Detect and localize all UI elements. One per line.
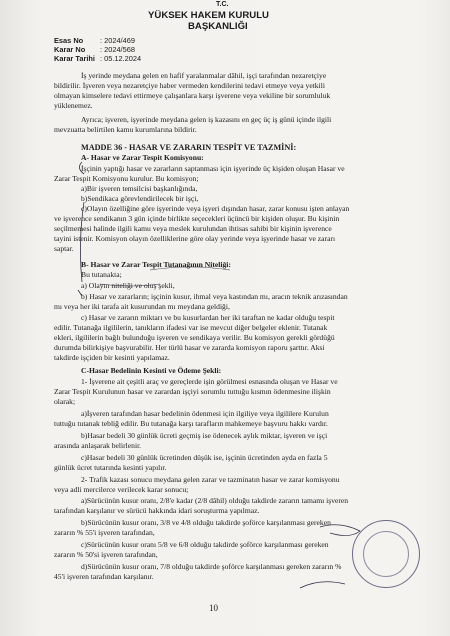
text-line: seçilmemesi halinde ilgili kamu veya meslek kurulundan ihtisas sahibi bir kişinin işverence — [54, 224, 332, 233]
text-line: günlük ücret tutarında kesinti yapılır. — [54, 463, 167, 472]
text-line: zararın % 55'i işveren tarafından, — [54, 528, 155, 537]
page-number: 10 — [209, 603, 218, 613]
text-line: a)Sürücünün kusur oranı, 2/8'e kadar (2/8 dâhil) olduğu takdirde zararın tamamı işveren — [81, 496, 349, 505]
header-title-line-2: BAŞKANLIĞI — [188, 21, 248, 32]
text-line: durumda bilirkişiye başvurabilir. Her türlü hasar ve zararda komisyon raporu şarttır. Aksi — [54, 343, 325, 352]
text-line: İşçinin yaptığı hasar ve zararların saptanması için işyerinde üç kişiden oluşan Hasar ve — [81, 164, 345, 173]
text-line: zararın % 50'si işveren tarafından, — [54, 550, 158, 559]
text-line: Bu tutanakta; — [81, 270, 122, 279]
text-line: b)Hasar bedeli 30 günlük ücreti geçmiş ise ödenecek aylık miktar, işveren ve işçi — [81, 431, 328, 440]
text-line: takdirde işçiden bir kesinti yapılamaz. — [54, 353, 170, 362]
header-title-line-1: YÜKSEK HAKEM KURULU — [148, 10, 269, 21]
text-line: veya adli mercilerce verilecek karar sonucu; — [54, 485, 189, 494]
meta-label: Esas No — [54, 36, 84, 45]
text-line: Zarar Tespit Komisyonu kurulur. Bu komisyon; — [54, 174, 199, 183]
text-line: ve işverence sendikanın 3 gün içinde birlikte seçecekleri üçüncü bir kişiden oluşur. Bu kişinin — [54, 214, 340, 223]
meta-value: : 05.12.2024 — [100, 54, 142, 63]
text-line: c) Hasar ve zararın miktarı ve bu kusurlardan her iki taraftan ne kadar olduğu tespit — [81, 313, 335, 322]
text-line: c)Olayın özelliğine göre işyerinde veya işyeri dışından hasar, zarar konusu işten anlayan — [81, 204, 350, 213]
text-line: tarafından karşılanır ve sürücü hakkında idari soruşturma yapılmaz. — [54, 506, 260, 515]
section-heading-c: C-Hasar Bedelinin Kesinti ve Ödeme Şekli: — [81, 366, 222, 375]
text-line: mı veya her iki tarafa ait kusurundan mı meydana geldiği, — [54, 302, 230, 311]
header-top-fragment: T.C. — [216, 1, 229, 8]
text-line: b)Sürücünün kusur oranı, 3/8 ve 4/8 olduğu takdirde şoförce karşılanması gereken — [81, 518, 331, 527]
text-line: a)İşveren tarafından hasar bedelinin ödenmesi için ilgiliye veya ilgililere Kurulun — [81, 409, 329, 418]
text-line: tayini istenir. Komisyon olayın özelliklerine göre olay yerinde veya işyerinde hasar ve zararı — [54, 234, 336, 243]
text-line: 1- İşverene ait çeşitli araç ve gereçlerde işin görülmesi esnasında oluşan ve Hasar ve — [81, 377, 338, 386]
text-line: mevzuatta belirtilen kamu kurumlarına bildirir. — [54, 125, 197, 134]
text-line: b) Hasar ve zararların; işçinin kusur, ihmal veya kastından mı, aracın teknik arızasından — [81, 292, 348, 301]
section-heading-a: A- Hasar ve Zarar Tespit Komisyonu: — [81, 153, 204, 162]
text-line: d)Sürücünün kusur oranı, 7/8 olduğu takdirde şoförce karşılanması gereken zararın % — [81, 562, 342, 571]
text-line: edilir. Tutanağa ilgililerin, tanıkların ifadesi var ise mevcut diğer belgeler eklenir. Tutanak — [54, 323, 328, 332]
article-heading: MADDE 36 - HASAR VE ZARARIN TESPİT VE TAZMİNİ: — [81, 143, 297, 152]
text-line: b)Sendikaca görevlendirilecek bir işçi, — [81, 194, 199, 203]
meta-value: : 2024/469 — [100, 36, 135, 45]
text-line: yüklenemez. — [54, 101, 93, 110]
text-line: 45'i işveren tarafından karşılanır. — [54, 572, 154, 581]
text-line: 2- Trafik kazası sonucu meydana gelen zarar ve tazminatın hasar ve zarar komisyonu — [81, 475, 340, 484]
text-line: c)Sürücünün kusur oranı 5/8 ve 6/8 olduğu takdirde şoförce karşılanması gereken — [81, 540, 329, 549]
text-line: bildirilir. İşveren veya nezaretçiye haber vermeden kendilerini tedavi etmeye veya yetkili — [54, 81, 325, 90]
text-line: olarak; — [54, 397, 76, 406]
text-line: tuttuğu tutanak tebliğ edilir. Bu tutanağa karşı tarafların mahkemeye başvuru hakkı vardır. — [54, 419, 328, 428]
text-line: c)Hasar bedeli 30 günlük ücretinden düşük ise, işçinin ücretinden ayda en fazla 5 — [81, 453, 328, 462]
text-line: olmayan kimselere tedavi ettirmeye çalışanlara karşı işverene veya vekiline bir sorumluluk — [54, 91, 331, 100]
section-heading-b: B- Hasar ve Zarar Tespit Tutanağının Niteliği: — [81, 260, 231, 269]
text-line: a) Olayın niteliği ve oluş şekli, — [81, 281, 175, 290]
text-line: a)Bir işveren temsilcisi başkanlığında, — [81, 184, 198, 193]
meta-label: Karar Tarihi — [54, 54, 95, 63]
text-line: Zarar Tespit Kurulunun hasar ve zarardan işçiyi sorumlu tuttuğu kısmın ödenmesine ilişkin — [54, 387, 331, 396]
text-line: İş yerinde meydana gelen en hafif yaralanmalar dâhil, işçi tarafından nezaretçiye — [81, 71, 327, 80]
meta-label: Karar No — [54, 45, 86, 54]
text-line: Ayrıca; işveren, işyerinde meydana gelen iş kazasını en geç üç iş günü içinde ilgili — [81, 115, 332, 124]
text-line: ekleri, ilgililerin bağlı bulunduğu işveren ve sendikaya verilir. Bu komisyon gerekli gördüğü — [54, 333, 335, 342]
text-line: arasında anlaşarak belirlenir. — [54, 441, 142, 450]
meta-value: : 2024/568 — [100, 45, 135, 54]
text-line: saptar. — [54, 244, 74, 253]
